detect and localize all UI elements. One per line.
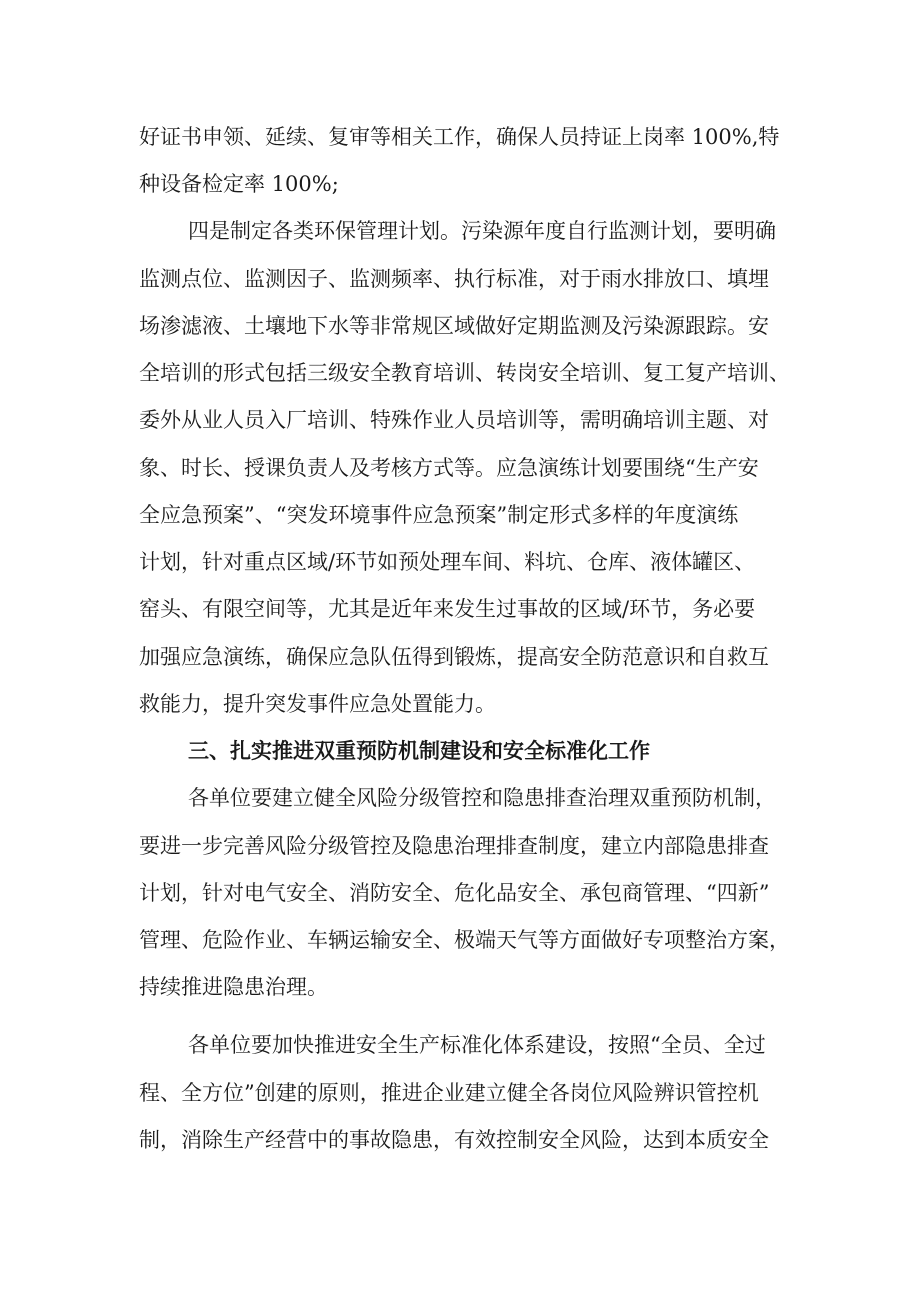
text-line: 计划，针对重点区域/环节如预处理车间、料坑、仓库、液体罐区、 (139, 550, 756, 574)
text-line: 种设备检定率 100%; (139, 172, 339, 196)
text-line: 加强应急演练，确保应急队伍得到锻炼，提高安全防范意识和自救互 (139, 645, 769, 669)
text-line: 管理、危险作业、车辆运输安全、极端天气等方面做好专项整治方案， (139, 928, 790, 952)
text-line: 监测点位、监测因子、监测频率、执行标准，对于雨水排放口、填埋 (139, 267, 769, 291)
text-line: 全应急预案”、“突发环境事件应急预案”制定形式多样的年度演练 (139, 503, 739, 527)
text-line: 各单位要建立健全风险分级管控和隐患排查治理双重预防机制， (188, 786, 776, 810)
text-line: 程、全方位”创建的原则，推进企业建立健全各岗位风险辨识管控机 (139, 1081, 759, 1105)
text-line: 委外从业人员入厂培训、特殊作业人员培训等，需明确培训主题、对 (139, 408, 769, 432)
text-line: 场渗滤液、土壤地下水等非常规区域做好定期监测及污染源跟踪。安 (139, 314, 769, 338)
text-line: 象、时长、授课负责人及考核方式等。应急演练计划要围绕“生产安 (139, 456, 759, 480)
section-heading: 三、扎实推进双重预防机制建设和安全标准化工作 (188, 739, 650, 763)
text-line: 要进一步完善风险分级管控及隐患治理排查制度，建立内部隐患排查 (139, 834, 769, 858)
text-line: 各单位要加快推进安全生产标准化体系建设，按照“全员、全过 (188, 1033, 766, 1057)
text-line: 好证书申领、延续、复审等相关工作，确保人员持证上岗率 100%,特 (139, 125, 780, 149)
text-line: 窑头、有限空间等，尤其是近年来发生过事故的区域/环节，务必要 (139, 597, 756, 621)
text-line: 救能力，提升突发事件应急处置能力。 (139, 692, 496, 716)
text-line: 制，消除生产经营中的事故隐患，有效控制安全风险，达到本质安全 (139, 1128, 769, 1152)
text-line: 持续推进隐患治理。 (139, 975, 328, 999)
text-line: 全培训的形式包括三级安全教育培训、转岗安全培训、复工复产培训、 (139, 361, 790, 385)
text-line: 四是制定各类环保管理计划。污染源年度自行监测计划，要明确 (188, 219, 776, 243)
text-line: 计划，针对电气安全、消防安全、危化品安全、承包商管理、“四新” (139, 881, 770, 905)
